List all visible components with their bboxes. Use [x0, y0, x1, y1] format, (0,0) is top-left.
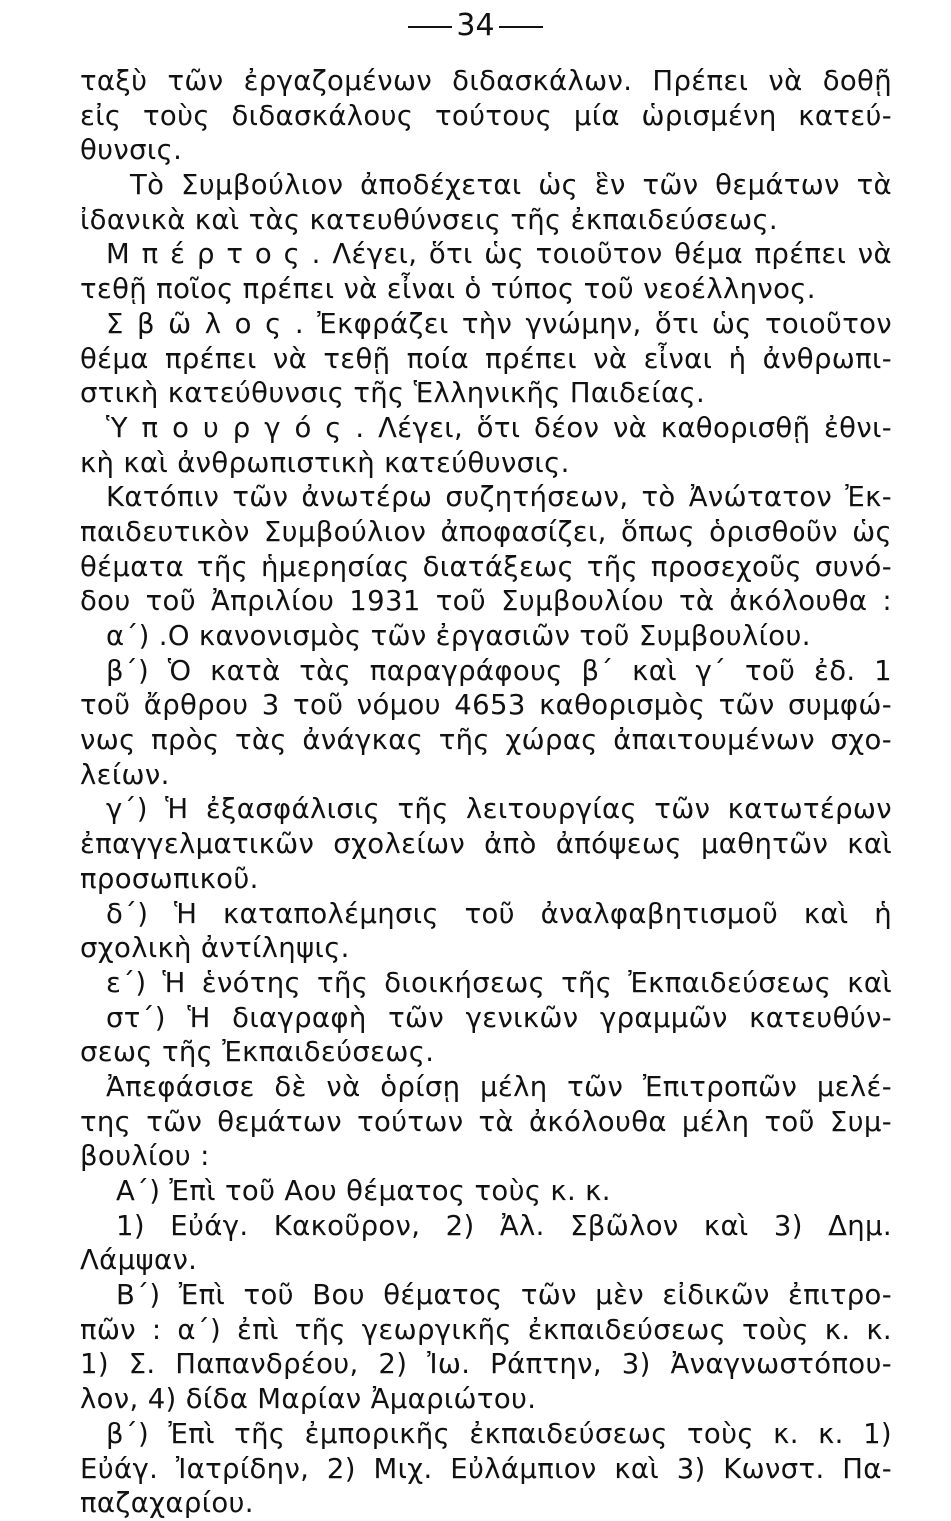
text-line: εἰς τοὺς διδασκάλους τούτους μία ὡρισμένη κατεύ-: [80, 99, 892, 132]
text-line: Α΄) Ἐπὶ τοῦ Αου θέματος τοὺς κ. κ.: [116, 1175, 611, 1207]
text-line: ἐπαγγελματικῶν σχολείων ἀπὸ ἀπόψεως μαθητῶν καὶ: [80, 828, 892, 861]
text-line: στικὴ κατεύθυνσις τῆς Ἑλληνικῆς Παιδείας.: [80, 377, 706, 410]
page-number-dash-right: [499, 26, 543, 28]
text-line: τοῦ ἄρθρου 3 τοῦ νόμου 4653 καθορισμὸς τῶν συμφώ-: [80, 689, 892, 722]
text-line: α΄) .Ο κανονισμὸς τῶν ἐργασιῶν τοῦ Συμβουλίου.: [106, 620, 811, 652]
text-line: προσωπικοῦ.: [80, 862, 259, 895]
text-line: τεθῇ ποῖος πρέπει νὰ εἶναι ὁ τύπος τοῦ νεοέλληνος.: [80, 273, 816, 306]
text-line: ἰδανικὰ καὶ τὰς κατευθύνσεις τῆς ἐκπαιδεύσεως.: [80, 203, 779, 236]
text-line: παιδευτικὸν Συμβούλιον ἀποφασίζει, ὅπως ὁρισθοῦν ὡς: [80, 515, 892, 548]
text-line: της τῶν θεμάτων τούτων τὰ ἀκόλουθα μέλη τοῦ Συμ-: [80, 1105, 892, 1138]
text-line: κὴ καὶ ἀνθρωπιστικὴ κατεύθυνσις.: [80, 446, 570, 479]
text-line: ταξὺ τῶν ἐργαζομένων διδασκάλων. Πρέπει νὰ δοθῇ: [80, 65, 892, 97]
text-line: Εὐάγ. Ἰατρίδην, 2) Μιχ. Εὐλάμπιον καὶ 3) Κωνστ. Πα-: [80, 1452, 892, 1485]
text-line: λείων.: [80, 758, 170, 791]
page-number-dash-left: [408, 26, 452, 28]
text-line: Κατόπιν τῶν ἀνωτέρω συζητήσεων, τὸ Ἀνώτατον Ἐκ-: [106, 481, 892, 514]
body-text: [80, 64, 892, 1521]
text-line: δου τοῦ Ἀπριλίου 1931 τοῦ Συμβουλίου τὰ ἀκόλουθα :: [80, 585, 892, 618]
text-line: ε΄) Ἡ ἑνότης τῆς διοικήσεως τῆς Ἐκπαιδεύσεως καὶ: [106, 966, 892, 999]
text-line: Ἀπεφάσισε δὲ νὰ ὁρίσῃ μέλη τῶν Ἐπιτροπῶν μελέ-: [106, 1070, 892, 1103]
text-line: Μ π έ ρ τ ο ς . Λέγει, ὅτι ὡς τοιοῦτον θέμα πρέπει νὰ: [106, 238, 892, 271]
text-line: β΄) Ἐπὶ τῆς ἐμπορικῆς ἐκπαιδεύσεως τοὺς κ. κ. 1): [106, 1417, 892, 1450]
text-line: γ΄) Ἡ ἐξασφάλισις τῆς λειτουργίας τῶν κατωτέρων: [106, 793, 892, 826]
text-line: θέμα πρέπει νὰ τεθῇ ποία πρέπει νὰ εἶναι ἡ ἀνθρωπι-: [80, 342, 892, 375]
text-line: πῶν : α΄) ἐπὶ τῆς γεωργικῆς ἐκπαιδεύσεως τοὺς κ. κ.: [80, 1313, 892, 1346]
text-line: Λάμψαν.: [80, 1244, 198, 1277]
text-line: σεως τῆς Ἐκπαιδεύσεως.: [80, 1036, 435, 1069]
text-line: παζαχαρίου.: [80, 1487, 254, 1520]
text-line: θέματα τῆς ἡμερησίας διατάξεως τῆς προσεχοῦς συνό-: [80, 550, 892, 583]
text-line: Σ β ῶ λ ο ς . Ἐκφράζει τὴν γνώμην, ὅτι ὡς τοιοῦτον: [106, 307, 892, 340]
page-number: [0, 8, 951, 44]
text-line: λον, 4) δίδα Μαρίαν Ἀμαριώτου.: [80, 1383, 537, 1416]
page-number-text: 34: [456, 8, 495, 43]
text-line: νως πρὸς τὰς ἀνάγκας τῆς χώρας ἀπαιτουμένων σχο-: [80, 724, 892, 757]
text-line: Ὑ π ο υ ρ γ ό ς . Λέγει, ὅτι δέον νὰ καθορισθῇ ἐθνι-: [106, 411, 892, 444]
text-line: 1) Σ. Παπανδρέου, 2) Ἰω. Ράπτην, 3) Ἀναγνωστόπου-: [80, 1348, 892, 1381]
text-line: δ΄) Ἡ καταπολέμησις τοῦ ἀναλφαβητισμοῦ καὶ ἡ: [106, 897, 892, 930]
text-line: θυνσις.: [80, 134, 183, 167]
text-line: 1) Εὐάγ. Κακοῦρον, 2) Ἀλ. Σβῶλον καὶ 3) Δημ.: [116, 1209, 892, 1242]
text-line: βουλίου :: [80, 1140, 210, 1173]
text-line: σχολικὴ ἀντίληψις.: [80, 932, 350, 965]
text-line: Τὸ Συμβούλιον ἀποδέχεται ὡς ἓν τῶν θεμάτων τὰ: [130, 169, 892, 202]
text-line: Β΄) Ἐπὶ τοῦ Βου θέματος τῶν μὲν εἰδικῶν ἐπιτρο-: [116, 1279, 892, 1312]
text-line: β΄) Ὁ κατὰ τὰς παραγράφους β΄ καὶ γ΄ τοῦ ἐδ. 1: [106, 654, 892, 687]
text-line: στ΄) Ἡ διαγραφὴ τῶν γενικῶν γραμμῶν κατευθύν-: [106, 1001, 892, 1034]
